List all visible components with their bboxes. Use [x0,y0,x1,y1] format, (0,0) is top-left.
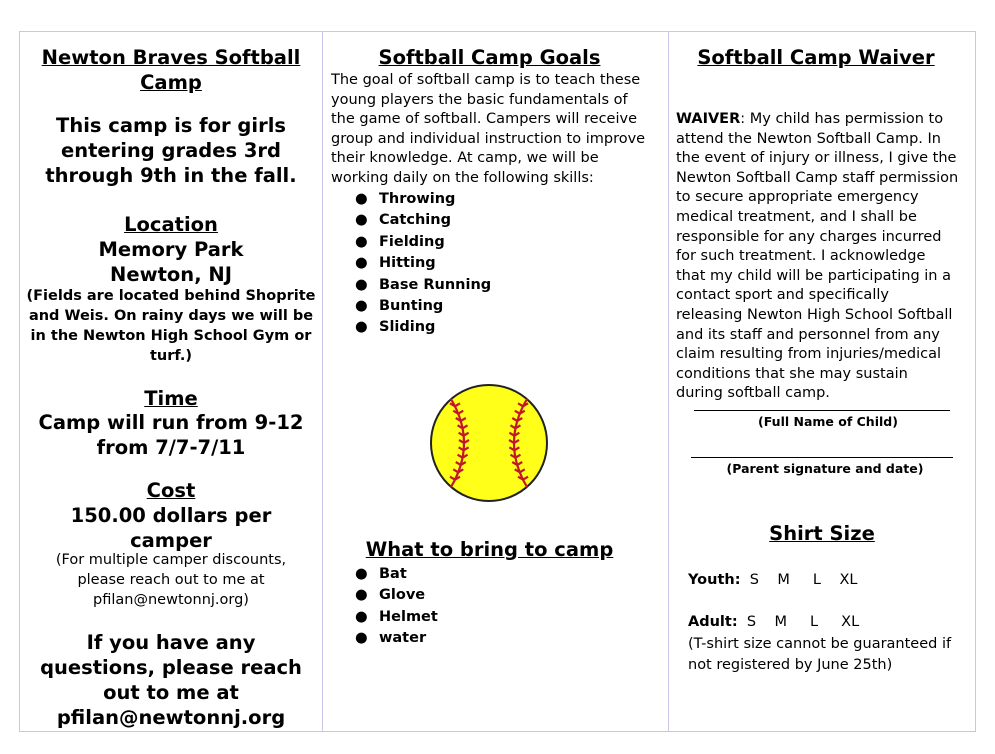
goals-heading: Softball Camp Goals [378,46,601,69]
skill-label: Fielding [379,233,445,250]
location-place: Memory Park [98,238,244,261]
youth-sizes-row [688,570,857,590]
shirt-size-heading: Shirt Size [769,522,875,545]
location-city: Newton, NJ [110,263,232,286]
bring-heading: What to bring to camp [365,538,614,561]
waiver-heading: Softball Camp Waiver [697,46,935,69]
bring-label: water [379,630,427,647]
bring-item [355,585,438,606]
bullet-icon: ● [355,212,368,229]
bring-label: Glove [379,587,426,604]
location-note: (Fields are located behind Shoprite and Weis. On rainy days we will be in the Newton High School Gym or turf.) [26,288,316,364]
skill-label: Hitting [379,255,436,272]
bullet-icon: ● [355,608,368,625]
questions-text: If you have any questions, please reach out to me at pfilan@newtonnj.org [40,631,302,729]
skill-label: Base Running [379,276,492,293]
adult-sizes-row [688,612,859,632]
bullet-icon: ● [355,255,368,272]
bring-label: Bat [379,566,407,582]
bullet-icon: ● [355,191,368,207]
bullet-icon: ● [355,233,368,250]
child-name-label: (Full Name of Child) [758,414,898,429]
skill-item [355,232,491,253]
bring-item [355,607,438,628]
bring-item [355,564,438,585]
youth-sizes[interactable]: S M L XL [749,572,858,588]
skill-item [355,210,491,231]
bullet-icon: ● [355,630,368,647]
bullet-icon: ● [355,587,368,604]
skill-label: Throwing [379,191,456,207]
bullet-icon: ● [355,297,368,314]
goals-description: The goal of softball camp is to teach these young players the basic fundamentals of the game of softball. Campers will receive group and individual instruction to improve their knowledge. At camp, we will be working daily on the following skills: [331,72,646,186]
adult-label: Adult: [688,614,738,630]
child-name-line[interactable] [694,410,950,411]
waiver-label: WAIVER [676,111,741,127]
bring-label: Helmet [379,608,438,625]
bullet-icon: ● [355,319,368,336]
camp-goals-panel [323,31,668,732]
camp-info-panel [20,31,322,732]
shirt-size-note: (T-shirt size cannot be guaranteed if not registered by June 25th) [688,636,952,673]
location-heading: Location [124,213,218,236]
time-heading: Time [144,387,198,410]
bullet-icon: ● [355,566,368,582]
skill-label: Sliding [379,319,436,336]
cost-text: 150.00 dollars per camper [70,504,272,552]
bring-item [355,628,438,649]
skill-item [355,189,491,210]
bullet-icon: ● [355,276,368,293]
waiver-body: : My child has permission to attend the Newton Softball Camp. In the event of injury or illness, I give the Newton Softball Camp staff permission to secure appropriate emergency medical treatment, and I shall be responsible for any charges incurred for such treatment. I acknowledge that my child will be participating in a contact sport and specifically releasing Newton High School Softball and its staff and personnel from any claim resulting from injuries/medical conditions that she may sustain during softball camp. [676,111,959,402]
skill-item [355,253,491,274]
skills-list [355,189,491,339]
softball-icon [429,383,549,503]
time-text: Camp will run from 9-12 from 7/7-7/11 [38,411,304,459]
skill-item [355,275,491,296]
parent-signature-label: (Parent signature and date) [726,461,924,476]
softball-body [431,385,547,501]
skill-item [355,296,491,317]
parent-signature-line[interactable] [691,457,953,458]
bring-list [355,564,438,650]
camp-title: Newton Braves Softball Camp [41,46,301,94]
skill-item [355,317,491,338]
adult-sizes[interactable]: S M L XL [746,614,860,630]
cost-note: (For multiple camper discounts, please reach out to me at pfilan@newtonnj.org) [55,552,287,608]
skill-label: Bunting [379,297,444,314]
skill-label: Catching [379,212,451,229]
cost-heading: Cost [146,479,196,502]
waiver-panel [669,31,976,732]
youth-label: Youth: [688,572,741,588]
camp-intro: This camp is for girls entering grades 3rd through 9th in the fall. [45,114,297,187]
waiver-text [676,110,959,404]
